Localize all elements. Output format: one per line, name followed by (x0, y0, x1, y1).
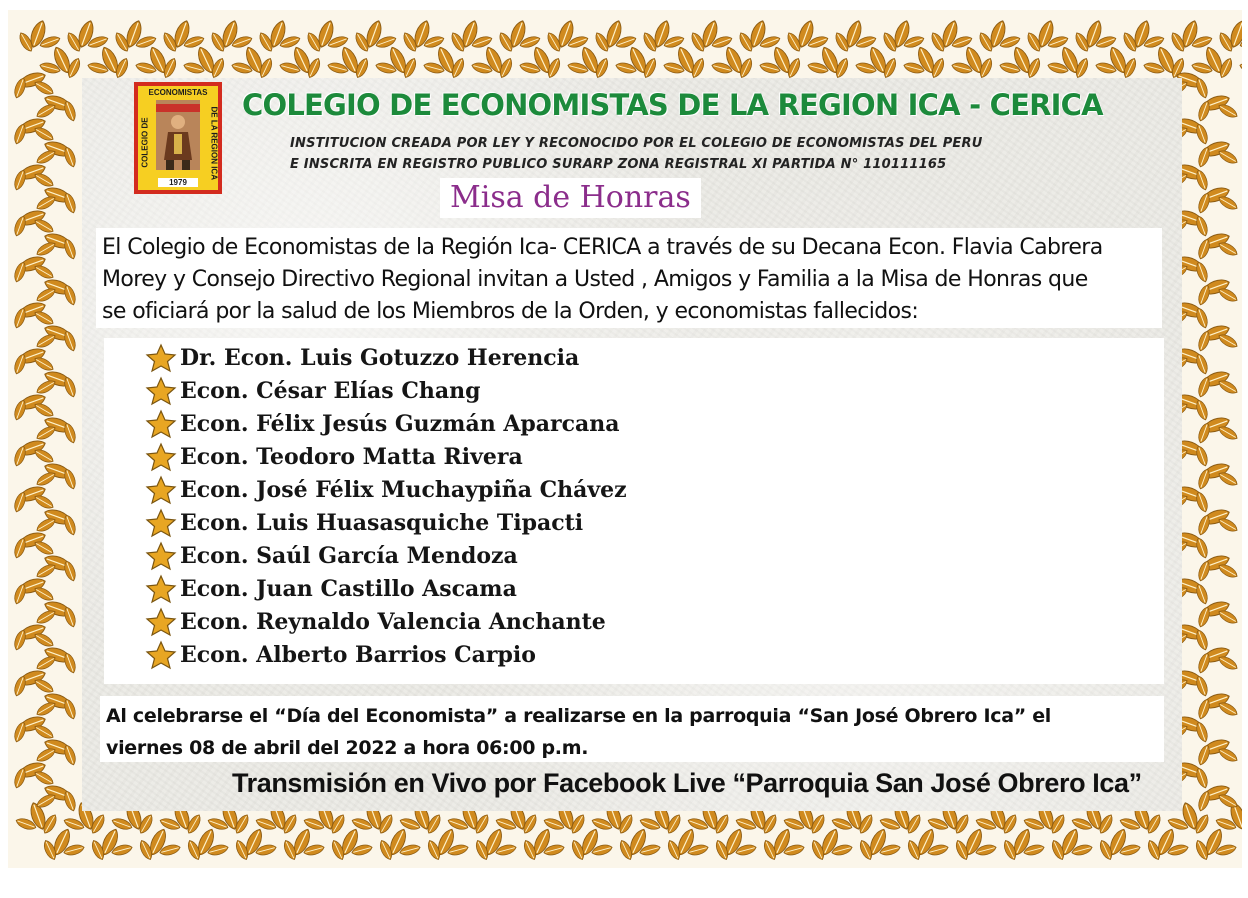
college-logo (134, 82, 222, 194)
honoree-item (144, 408, 620, 440)
honoree-name: Econ. Félix Jesús Guzmán Aparcana (180, 411, 620, 437)
honoree-name: Econ. Reynaldo Valencia Anchante (180, 609, 606, 635)
honoree-item (144, 606, 606, 638)
logo-field (138, 86, 218, 190)
live-stream-notice: Transmisión en Vivo por Facebook Live “Parroquia San José Obrero Ica” (232, 768, 1142, 798)
star-icon (144, 442, 178, 472)
honoree-name: Econ. Juan Castillo Ascama (180, 576, 517, 602)
logo-left-text: COLEGIO DE (140, 117, 150, 168)
star-icon (144, 541, 178, 571)
institution-subtitle-1: INSTITUCION CREADA POR LEY Y RECONOCIDO POR EL COLEGIO DE ECONOMISTAS DEL PERU (290, 136, 983, 151)
star-icon (144, 343, 178, 373)
honoree-item (144, 507, 583, 539)
star-icon (144, 574, 178, 604)
honoree-item (144, 639, 536, 671)
star-icon (144, 376, 178, 406)
honoree-name: Econ. Saúl García Mendoza (180, 543, 518, 569)
star-icon (144, 640, 178, 670)
honoree-item (144, 474, 627, 506)
closing-paragraph (106, 700, 1166, 764)
honoree-name: Econ. Alberto Barrios Carpio (180, 642, 536, 668)
star-icon (144, 475, 178, 505)
logo-right-text: DE LA REGION ICA (209, 106, 219, 180)
invitation-paragraph (102, 232, 1162, 328)
logo-figure-image (156, 100, 200, 170)
closing-line: Al celebrarse el “Día del Economista” a realizarse en la parroquia “San José Obrero Ica” el (106, 705, 1052, 727)
star-icon (144, 409, 178, 439)
event-title: Misa de Honras (440, 178, 701, 218)
honoree-name: Dr. Econ. Luis Gotuzzo Herencia (180, 345, 580, 371)
honoree-item (144, 441, 523, 473)
honoree-item (144, 342, 579, 374)
star-icon (144, 607, 178, 637)
honoree-item (144, 375, 480, 407)
honoree-name: Econ. Teodoro Matta Rivera (180, 444, 523, 470)
institution-title: COLEGIO DE ECONOMISTAS DE LA REGION ICA - CERICA (242, 88, 1103, 122)
honoree-name: Econ. César Elías Chang (180, 378, 481, 404)
intro-line: se oficiará por la salud de los Miembros de la Orden, y economistas fallecidos: (102, 299, 919, 324)
intro-line: El Colegio de Economistas de la Región Ica- CERICA a través de su Decana Econ. Flavia Cabrera (102, 235, 1103, 260)
honoree-name: Econ. Luis Huasasquiche Tipacti (180, 510, 584, 536)
honoree-name: Econ. José Félix Muchaypiña Chávez (180, 477, 627, 503)
honoree-item (144, 540, 518, 572)
logo-top-text: ECONOMISTAS (148, 88, 208, 97)
institution-subtitle-2: E INSCRITA EN REGISTRO PUBLICO SURARP ZONA REGISTRAL XI PARTIDA N° 110111165 (290, 157, 947, 172)
intro-line: Morey y Consejo Directivo Regional invitan a Usted , Amigos y Familia a la Misa de Honras que (102, 267, 1088, 292)
closing-line: viernes 08 de abril del 2022 a hora 06:00 p.m. (106, 737, 589, 759)
logo-year: 1979 (158, 178, 198, 187)
honoree-item (144, 573, 517, 605)
star-icon (144, 508, 178, 538)
